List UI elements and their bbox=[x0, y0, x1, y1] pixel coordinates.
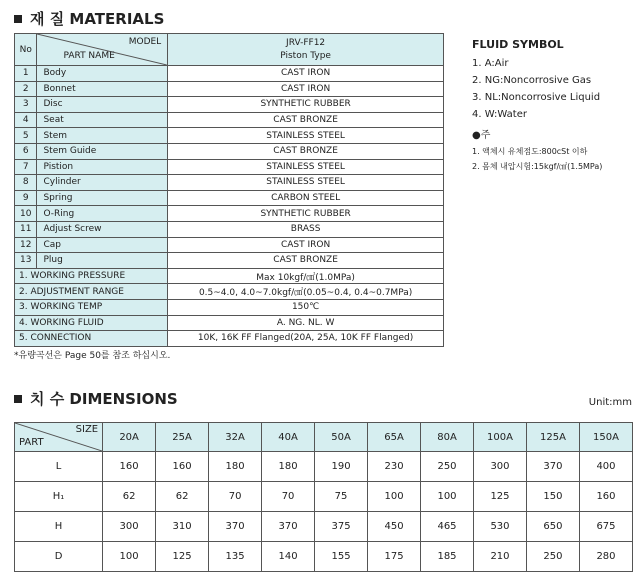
dimension-value: 185 bbox=[421, 542, 474, 572]
dimension-value: 675 bbox=[579, 512, 632, 542]
dimension-value: 70 bbox=[262, 482, 315, 512]
dimension-value: 650 bbox=[526, 512, 579, 542]
materials-table bbox=[14, 33, 444, 347]
condition-value: 10K, 16K FF Flanged(20A, 25A, 10K FF Flanged) bbox=[168, 331, 444, 347]
material-row bbox=[15, 175, 444, 191]
dimension-value: 100 bbox=[421, 482, 474, 512]
part-number: 6 bbox=[15, 143, 37, 159]
materials-title: 재 질 MATERIALS bbox=[14, 8, 164, 29]
model-label: MODEL bbox=[128, 36, 162, 47]
model-header bbox=[168, 34, 444, 66]
flow-curve-note: *유량곡선은 Page 50를 참조 하십시오. bbox=[14, 351, 171, 361]
dimension-value: 400 bbox=[579, 452, 632, 482]
part-name: Bonnet bbox=[37, 81, 168, 97]
size-header: 100A bbox=[474, 423, 527, 452]
condition-row bbox=[15, 331, 444, 347]
dimension-value: 70 bbox=[209, 482, 262, 512]
condition-label: 2. ADJUSTMENT RANGE bbox=[15, 284, 168, 300]
material-row bbox=[15, 159, 444, 175]
part-name-label: PART NAME bbox=[63, 50, 115, 61]
part-material: STAINLESS STEEL bbox=[168, 128, 444, 144]
dimension-value: 210 bbox=[474, 542, 527, 572]
fluid-item: 3. NL:Noncorrosive Liquid bbox=[472, 92, 601, 103]
dimension-value: 160 bbox=[103, 452, 156, 482]
dimension-value: 140 bbox=[262, 542, 315, 572]
condition-label: 4. WORKING FLUID bbox=[15, 315, 168, 331]
condition-value: 0.5~4.0, 4.0~7.0kgf/㎠(0.05~0.4, 0.4~0.7MPa) bbox=[168, 284, 444, 300]
part-material: CARBON STEEL bbox=[168, 190, 444, 206]
material-row bbox=[15, 237, 444, 253]
dimension-value: 62 bbox=[156, 482, 209, 512]
part-material: CAST BRONZE bbox=[168, 143, 444, 159]
material-row bbox=[15, 143, 444, 159]
dimension-value: 465 bbox=[421, 512, 474, 542]
dimension-value: 250 bbox=[526, 542, 579, 572]
material-row bbox=[15, 97, 444, 113]
dimension-value: 155 bbox=[315, 542, 368, 572]
material-row bbox=[15, 190, 444, 206]
fluid-item: 2. NG:Noncorrosive Gas bbox=[472, 75, 592, 86]
dimension-value: 100 bbox=[368, 482, 421, 512]
size-header: 50A bbox=[315, 423, 368, 452]
dimensions-header-row bbox=[15, 423, 633, 452]
fluid-item: 1. A:Air bbox=[472, 58, 509, 69]
part-name: Pistion bbox=[37, 159, 168, 175]
dimensions-title: 치 수 DIMENSIONS bbox=[14, 388, 178, 409]
part-name: Body bbox=[37, 66, 168, 82]
condition-label: 5. CONNECTION bbox=[15, 331, 168, 347]
part-number: 5 bbox=[15, 128, 37, 144]
part-material: STAINLESS STEEL bbox=[168, 159, 444, 175]
condition-value: A. NG. NL. W bbox=[168, 315, 444, 331]
dimension-value: 175 bbox=[368, 542, 421, 572]
part-name: Cylinder bbox=[37, 175, 168, 191]
part-number: 8 bbox=[15, 175, 37, 191]
part-material: BRASS bbox=[168, 221, 444, 237]
part-material: CAST BRONZE bbox=[168, 112, 444, 128]
dimension-value: 180 bbox=[209, 452, 262, 482]
fluid-note-title: ●주 bbox=[472, 130, 491, 141]
dimension-value: 370 bbox=[526, 452, 579, 482]
dimension-value: 280 bbox=[579, 542, 632, 572]
material-row bbox=[15, 128, 444, 144]
size-header: 65A bbox=[368, 423, 421, 452]
size-header: 125A bbox=[526, 423, 579, 452]
dimension-value: 125 bbox=[474, 482, 527, 512]
model-name: JRV-FF12 bbox=[286, 37, 326, 48]
dimension-label: H bbox=[15, 512, 103, 542]
dimension-value: 62 bbox=[103, 482, 156, 512]
part-material: CAST BRONZE bbox=[168, 253, 444, 269]
part-name: Disc bbox=[37, 97, 168, 113]
condition-label: 3. WORKING TEMP bbox=[15, 299, 168, 315]
part-material: SYNTHETIC RUBBER bbox=[168, 206, 444, 222]
size-header: 150A bbox=[579, 423, 632, 452]
dimension-value: 230 bbox=[368, 452, 421, 482]
part-number: 7 bbox=[15, 159, 37, 175]
condition-row bbox=[15, 299, 444, 315]
dimension-value: 300 bbox=[103, 512, 156, 542]
part-name: Seat bbox=[37, 112, 168, 128]
dimension-value: 160 bbox=[579, 482, 632, 512]
dimension-value: 100 bbox=[103, 542, 156, 572]
part-material: STAINLESS STEEL bbox=[168, 175, 444, 191]
dimension-value: 75 bbox=[315, 482, 368, 512]
dimensions-table bbox=[14, 422, 633, 572]
condition-value: Max 10kgf/㎠(1.0MPa) bbox=[168, 268, 444, 284]
bullet-square-icon bbox=[14, 395, 22, 403]
part-material: SYNTHETIC RUBBER bbox=[168, 97, 444, 113]
dimension-value: 370 bbox=[262, 512, 315, 542]
dimension-value: 125 bbox=[156, 542, 209, 572]
condition-value: 150℃ bbox=[168, 299, 444, 315]
unit-label: Unit:mm bbox=[588, 397, 632, 408]
dimension-label: H₁ bbox=[15, 482, 103, 512]
condition-label: 1. WORKING PRESSURE bbox=[15, 268, 168, 284]
fluid-symbol-panel bbox=[472, 36, 602, 174]
dimension-value: 300 bbox=[474, 452, 527, 482]
dimension-label: L bbox=[15, 452, 103, 482]
part-number: 1 bbox=[15, 66, 37, 82]
size-part-header bbox=[15, 423, 103, 452]
part-number: 2 bbox=[15, 81, 37, 97]
size-header: 80A bbox=[421, 423, 474, 452]
part-name: Adjust Screw bbox=[37, 221, 168, 237]
condition-row bbox=[15, 268, 444, 284]
part-number: 11 bbox=[15, 221, 37, 237]
part-material: CAST IRON bbox=[168, 81, 444, 97]
part-name: O-Ring bbox=[37, 206, 168, 222]
part-number: 12 bbox=[15, 237, 37, 253]
part-number: 10 bbox=[15, 206, 37, 222]
dimension-value: 530 bbox=[474, 512, 527, 542]
part-number: 4 bbox=[15, 112, 37, 128]
fluid-note: 1. 액체시 유체점도:800cSt 이하 bbox=[472, 147, 588, 156]
material-row bbox=[15, 81, 444, 97]
size-label: SIZE bbox=[75, 424, 99, 435]
dimension-label: D bbox=[15, 542, 103, 572]
dimension-value: 375 bbox=[315, 512, 368, 542]
dimension-row bbox=[15, 482, 633, 512]
dimension-value: 135 bbox=[209, 542, 262, 572]
part-material: CAST IRON bbox=[168, 237, 444, 253]
fluid-item: 4. W:Water bbox=[472, 109, 527, 120]
dimension-row bbox=[15, 542, 633, 572]
dimension-row bbox=[15, 452, 633, 482]
part-name: Cap bbox=[37, 237, 168, 253]
dimension-row bbox=[15, 512, 633, 542]
part-material: CAST IRON bbox=[168, 66, 444, 82]
size-header: 40A bbox=[262, 423, 315, 452]
material-row bbox=[15, 66, 444, 82]
part-number: 13 bbox=[15, 253, 37, 269]
size-header: 32A bbox=[209, 423, 262, 452]
material-row bbox=[15, 253, 444, 269]
condition-row bbox=[15, 284, 444, 300]
part-number: 3 bbox=[15, 97, 37, 113]
bullet-square-icon bbox=[14, 15, 22, 23]
part-number: 9 bbox=[15, 190, 37, 206]
dimension-value: 180 bbox=[262, 452, 315, 482]
dimension-value: 160 bbox=[156, 452, 209, 482]
dimension-value: 310 bbox=[156, 512, 209, 542]
model-partname-header bbox=[37, 34, 168, 66]
size-header: 20A bbox=[103, 423, 156, 452]
dimension-value: 450 bbox=[368, 512, 421, 542]
part-name: Plug bbox=[37, 253, 168, 269]
dimension-value: 250 bbox=[421, 452, 474, 482]
fluid-symbol-title: FLUID SYMBOL bbox=[472, 38, 564, 51]
dimension-value: 370 bbox=[209, 512, 262, 542]
material-row bbox=[15, 112, 444, 128]
part-name: Spring bbox=[37, 190, 168, 206]
part-name: Stem bbox=[37, 128, 168, 144]
condition-row bbox=[15, 315, 444, 331]
dimension-value: 190 bbox=[315, 452, 368, 482]
size-header: 25A bbox=[156, 423, 209, 452]
material-row bbox=[15, 206, 444, 222]
fluid-note: 2. 몸체 내압시험:15kgf/㎠(1.5MPa) bbox=[472, 162, 603, 171]
no-header: No bbox=[15, 34, 37, 66]
model-type: Piston Type bbox=[280, 50, 331, 61]
material-row bbox=[15, 221, 444, 237]
part-name: Stem Guide bbox=[37, 143, 168, 159]
dimension-value: 150 bbox=[526, 482, 579, 512]
part-label: PART bbox=[19, 437, 44, 448]
